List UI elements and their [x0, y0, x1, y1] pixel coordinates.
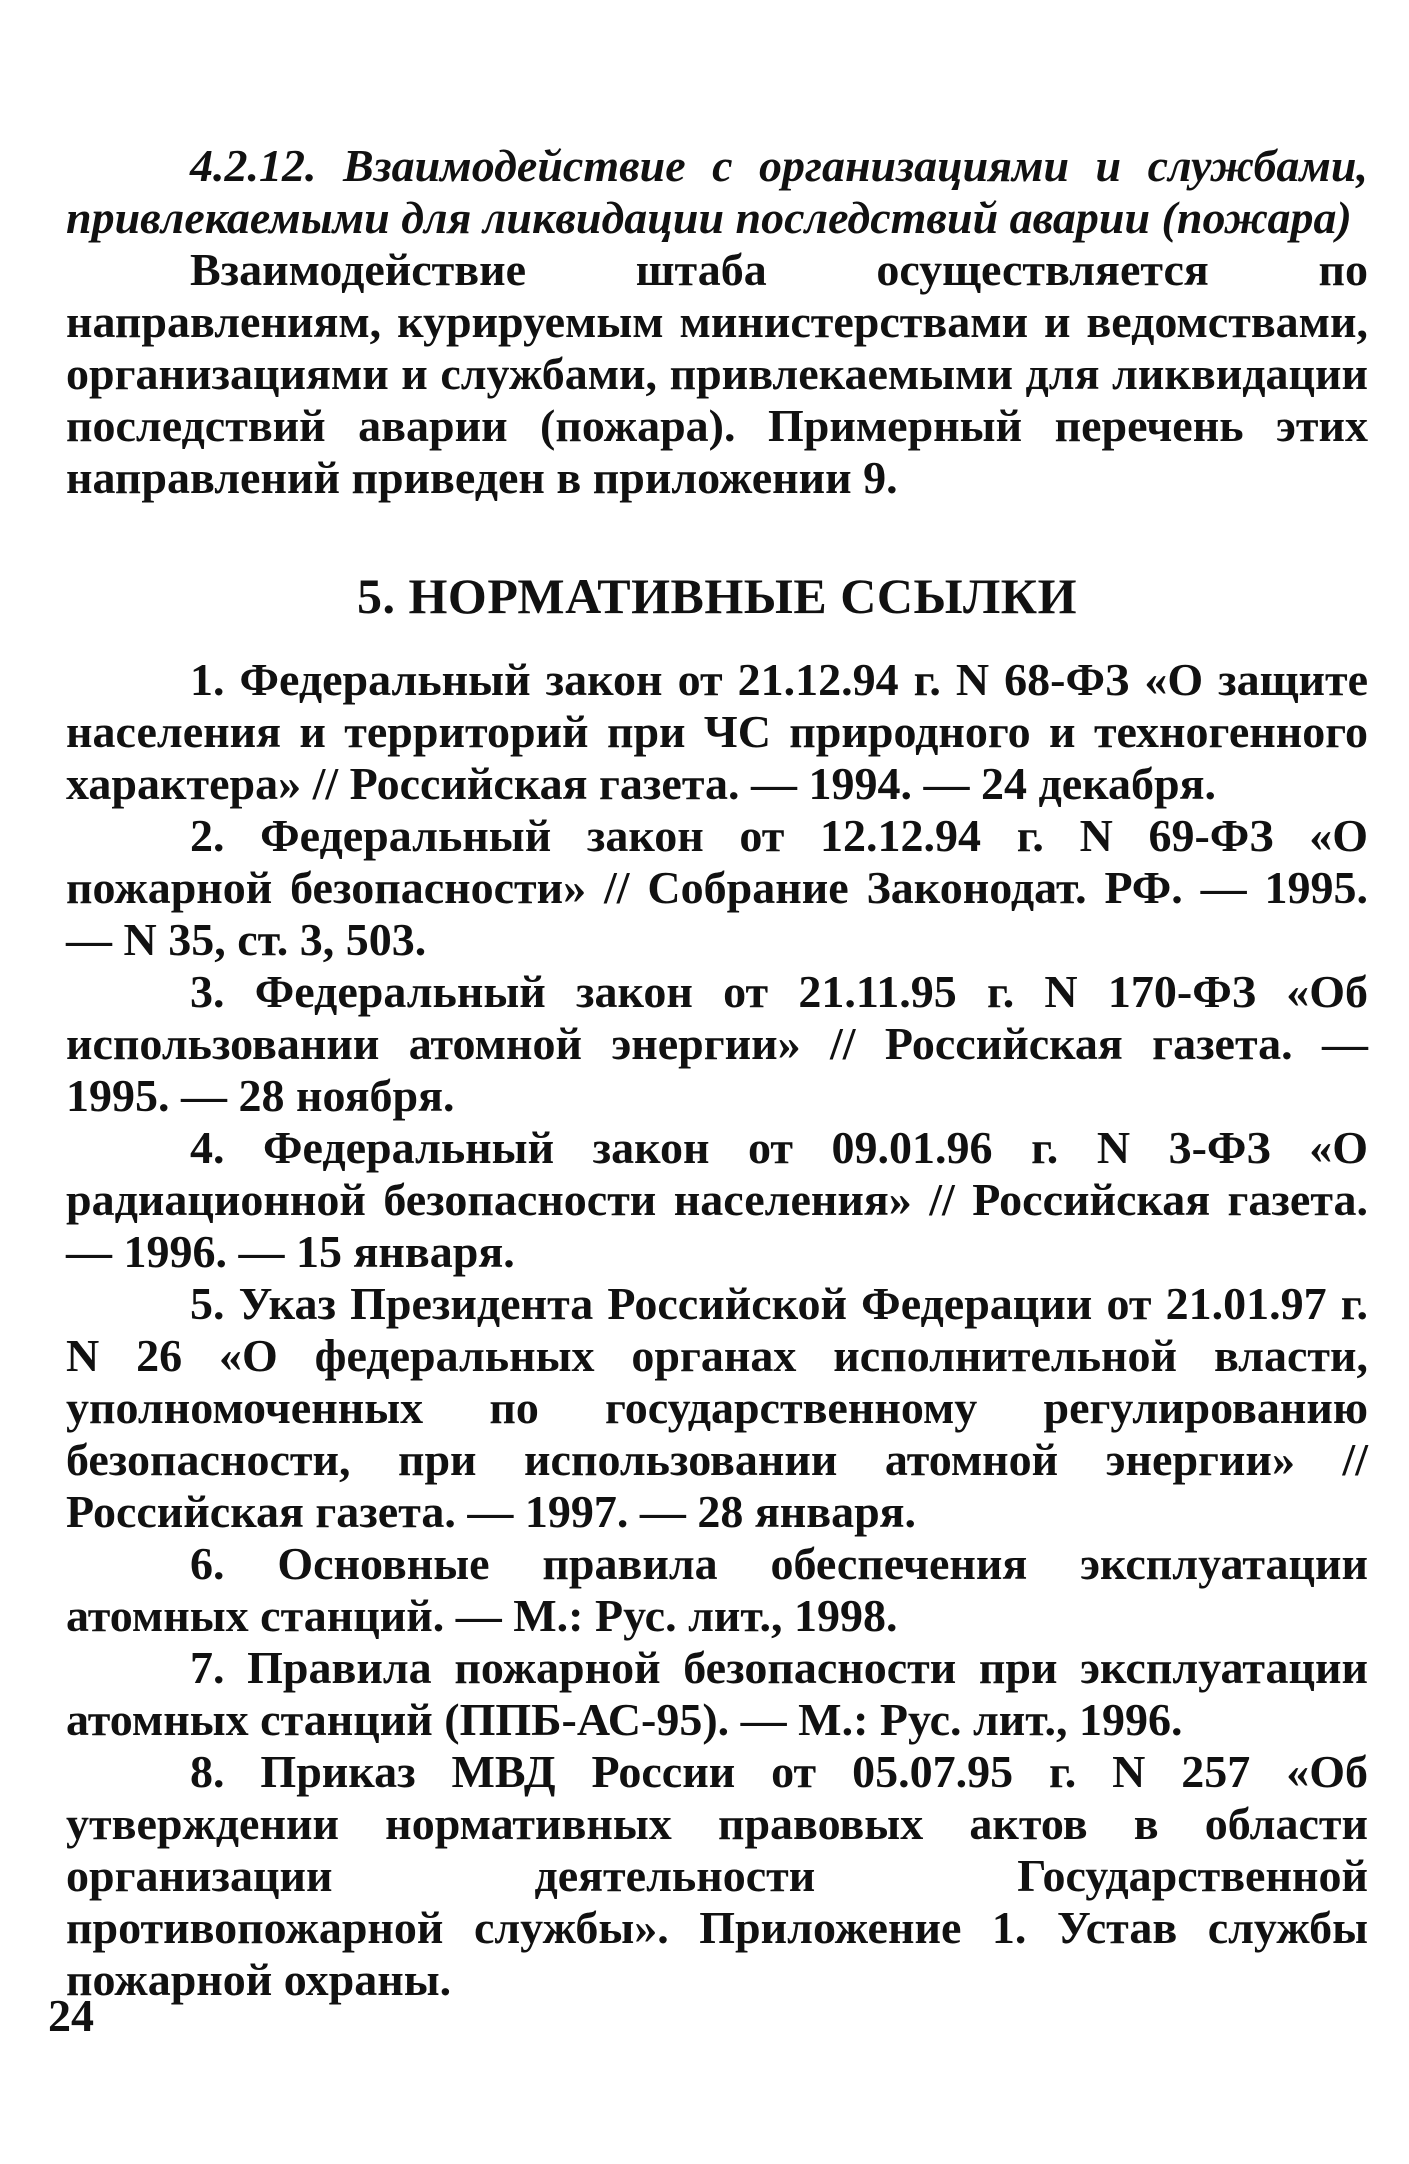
reference-item: 2. Федеральный закон от 12.12.94 г. N 69-ФЗ «О пожарной безопасности» // Собрание Законодат. РФ. — 1995. — N 35, ст. 3, 503.: [66, 810, 1368, 965]
reference-item: 3. Федеральный закон от 21.11.95 г. N 170-ФЗ «Об использовании атомной энергии» // Российская газета. — 1995. — 28 ноября.: [66, 966, 1368, 1121]
subsection-body: Взаимодействие штаба осуществляется по направлениям, курируемым министерствами и ведомствами, организациями и службами, привлекаемыми для ликвидации последствий аварии (пожара). Примерный перечень этих направлений приведен в приложении 9.: [66, 244, 1368, 503]
reference-item: 5. Указ Президента Российской Федерации от 21.01.97 г. N 26 «О федеральных органах исполнительной власти, уполномоченных по государственному регулированию безопасности, при использовании атомной энергии» // Российская газета. — 1997. — 28 января.: [66, 1278, 1368, 1537]
reference-item: 1. Федеральный закон от 21.12.94 г. N 68-ФЗ «О защите населения и территорий при ЧС природного и техногенного характера» // Российская газета. — 1994. — 24 декабря.: [66, 654, 1368, 809]
reference-item: 4. Федеральный закон от 09.01.96 г. N 3-ФЗ «О радиационной безопасности населения» // Российская газета. — 1996. — 15 января.: [66, 1122, 1368, 1277]
reference-item: 7. Правила пожарной безопасности при эксплуатации атомных станций (ППБ-АС-95). — М.: Рус. лит., 1996.: [66, 1642, 1368, 1745]
reference-item: 6. Основные правила обеспечения эксплуатации атомных станций. — М.: Рус. лит., 1998.: [66, 1538, 1368, 1641]
references-list: [66, 654, 1368, 2006]
reference-item: 8. Приказ МВД России от 05.07.95 г. N 257 «Об утверждении нормативных правовых актов в области организации деятельности Государственной противопожарной службы». Приложение 1. Устав службы пожарной охраны.: [66, 1746, 1368, 2005]
section-title: 5. НОРМАТИВНЫЕ ССЫЛКИ: [357, 568, 1077, 624]
subsection-heading: 4.2.12. Взаимодействие с организациями и службами, привлекаемыми для ликвидации последствий аварии (пожара): [66, 140, 1368, 243]
document-page: [66, 140, 1368, 2006]
page-number: 24: [48, 1990, 94, 2041]
